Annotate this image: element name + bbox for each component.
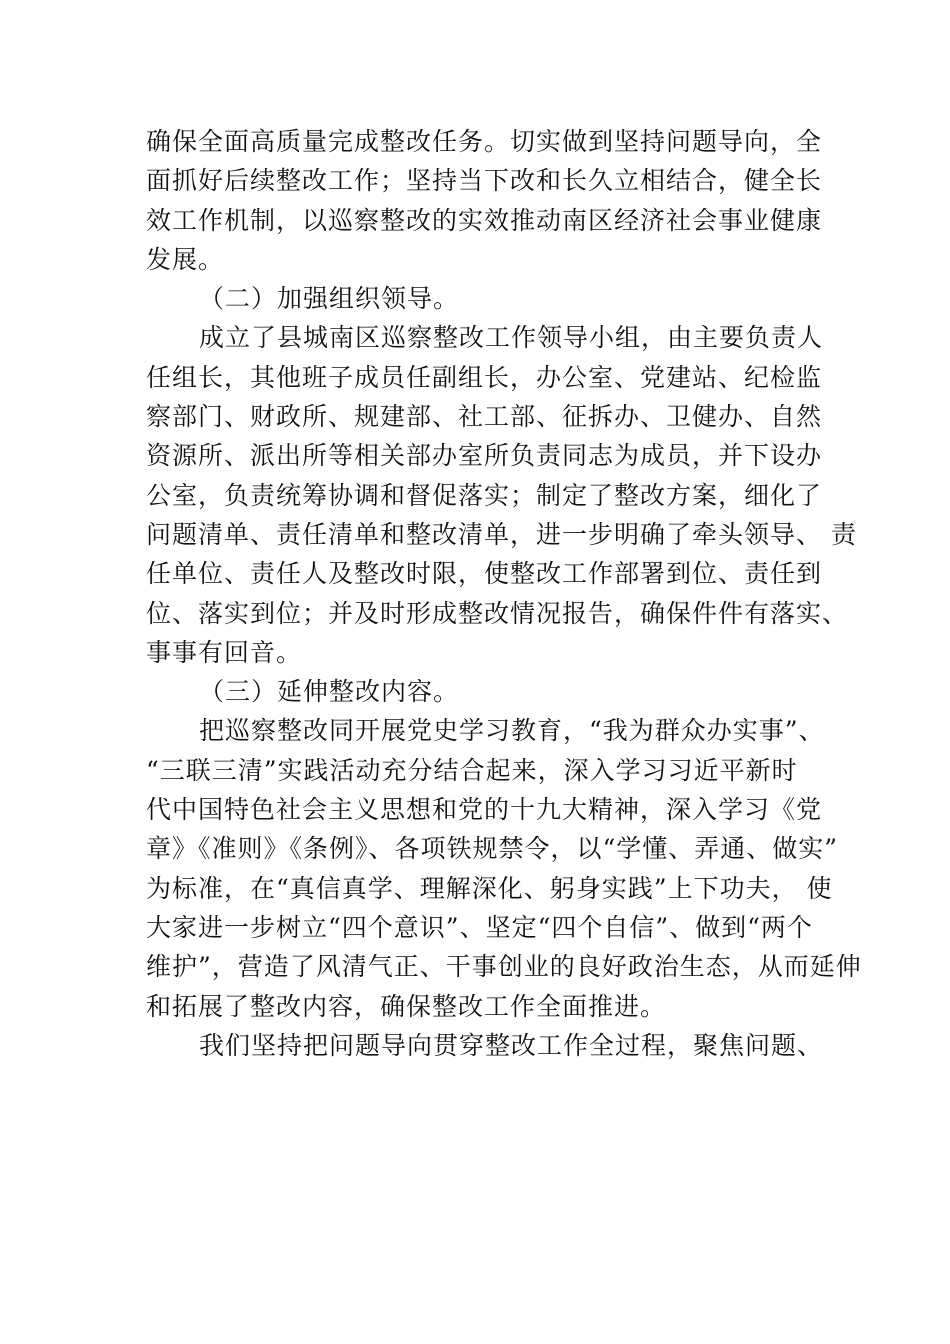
text-line: “三联三清”实践活动充分结合起来，深入学习习近平新时 [146, 755, 798, 785]
text-line: 章》《准则》《条例》、各项铁规禁令，以“学懂、弄通、做实” [146, 834, 839, 864]
text-line: 大家进一步树立“四个意识”、坚定“四个自信”、做到“两个 [146, 912, 813, 942]
text-line: 代中国特色社会主义思想和党的十九大精神，深入学习《党 [146, 795, 823, 825]
paragraph-first-line: 成立了县城南区巡察整改工作领导小组，由主要负责人 [199, 323, 824, 353]
section-heading: （三）延伸整改内容。 [199, 677, 460, 707]
text-line: 问题清单、责任清单和整改清单，进一步明确了牵头领导、 责 [146, 519, 857, 549]
text-line: 面抓好后续整改工作；坚持当下改和长久立相结合，健全长 [146, 166, 823, 196]
section-heading: （二）加强组织领导。 [199, 284, 460, 314]
text-line: 和拓展了整改内容，确保整改工作全面推进。 [146, 991, 667, 1021]
text-line: 为标准，在“真信真学、理解深化、躬身实践”上下功夫， 使 [146, 873, 833, 903]
text-line: 确保全面高质量完成整改任务。切实做到坚持问题导向，全 [146, 127, 823, 156]
text-line: 任单位、责任人及整改时限，使整改工作部署到位、责任到 [146, 559, 823, 589]
text-line: 任组长，其他班子成员任副组长，办公室、党建站、纪检监 [146, 362, 823, 392]
document-body [146, 122, 862, 1065]
text-line: 事事有回音。 [146, 637, 303, 667]
paragraph-first-line: 我们坚持把问题导向贯穿整改工作全过程，聚焦问题、 [199, 1030, 824, 1060]
text-line: 效工作机制，以巡察整改的实效推动南区经济社会事业健康 [146, 205, 823, 235]
text-line: 察部门、财政所、规建部、社工部、征拆办、卫健办、自然 [146, 402, 823, 432]
paragraph-first-line: 把巡察整改同开展党史学习教育，“我为群众办实事”、 [199, 716, 825, 746]
text-line: 维护”，营造了风清气正、干事创业的良好政治生态，从而延伸 [146, 952, 862, 982]
text-line: 资源所、派出所等相关部办室所负责同志为成员，并下设办 [146, 441, 823, 471]
text-line: 公室，负责统筹协调和督促落实；制定了整改方案，细化了 [146, 480, 823, 510]
text-line: 发展。 [146, 244, 225, 274]
text-line: 位、落实到位；并及时形成整改情况报告，确保件件有落实、 [146, 598, 849, 628]
